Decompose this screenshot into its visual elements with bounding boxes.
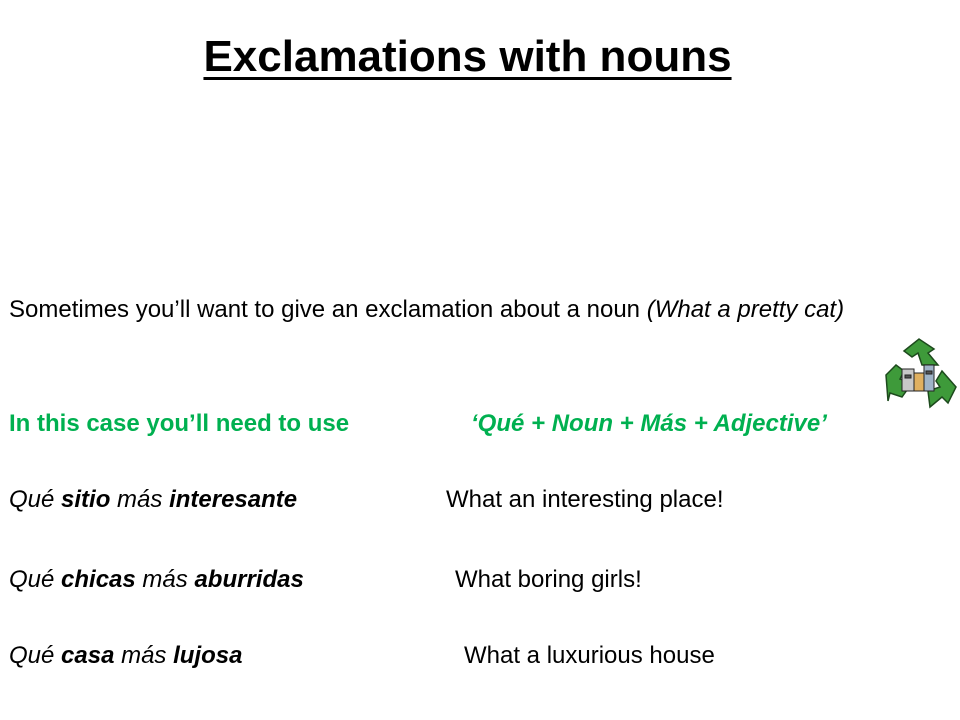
adjective: aburridas [194,566,304,593]
noun: sitio [61,486,111,513]
noun: chicas [61,566,136,593]
english-translation: What a luxurious house [464,642,715,669]
recycle-clipart-icon [878,335,960,411]
rule-formula: ‘Qué + Noun + Más + Adjective’ [471,410,827,437]
intro-example: (What a pretty cat) [646,296,845,323]
rule-line [9,410,909,444]
spanish-phrase: Qué sitio más interesante [9,486,298,513]
example-row [9,486,909,520]
adjective: lujosa [173,642,243,669]
example-row [9,566,909,600]
adjective: interesante [169,486,298,513]
english-translation: What an interesting place! [446,486,724,513]
noun: casa [61,642,115,669]
slide-title: Exclamations with nouns [203,32,732,81]
spanish-phrase: Qué casa más lujosa [9,642,243,669]
english-translation: What boring girls! [455,566,642,593]
example-row [9,642,909,676]
spanish-phrase: Qué chicas más aburridas [9,566,304,593]
intro-paragraph [9,293,909,327]
rule-label: In this case you’ll need to use [9,410,350,437]
intro-text: Sometimes you’ll want to give an exclamation about a noun [9,296,647,323]
